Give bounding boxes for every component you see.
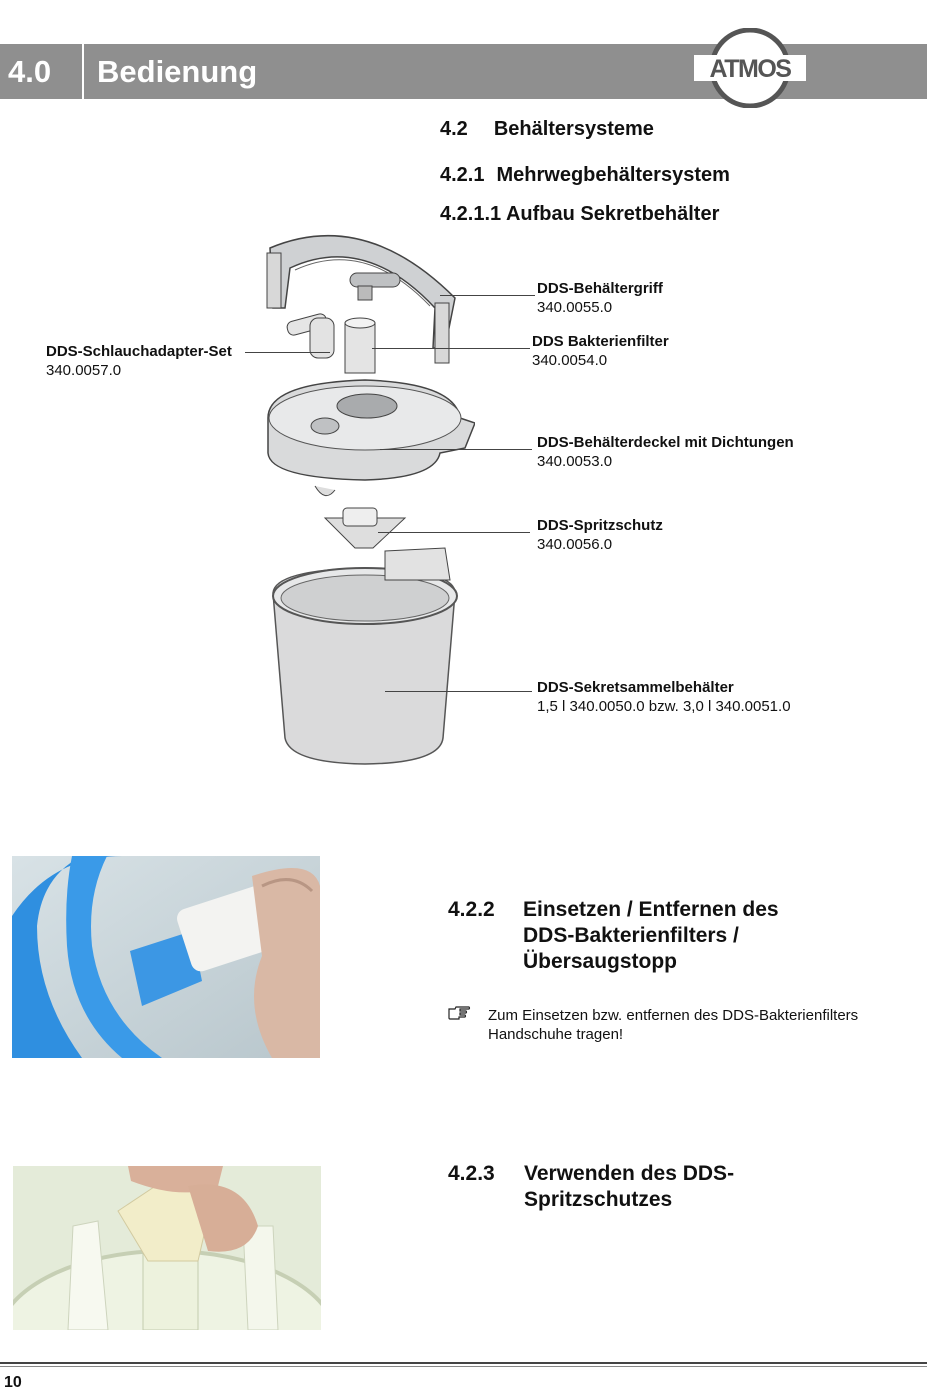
- part-number: 340.0055.0: [537, 299, 613, 316]
- part-number: 340.0056.0: [537, 536, 613, 553]
- part-number: 340.0054.0: [532, 352, 608, 369]
- part-label-filter: [532, 332, 669, 370]
- leader-line: [440, 295, 535, 296]
- part-label-handle: [537, 279, 663, 317]
- heading-4-2-1-1: 4.2.1.1 Aufbau Sekretbehälter: [440, 203, 720, 225]
- leader-line: [372, 348, 530, 349]
- section-number: 4.0: [8, 54, 52, 89]
- photo-filter-insertion: [12, 856, 320, 1058]
- atmos-logo: [694, 28, 806, 108]
- heading-number: 4.2.1: [440, 164, 485, 186]
- section-number-box: [0, 44, 82, 99]
- part-number: 340.0053.0: [537, 453, 613, 470]
- part-name: DDS-Behältergriff: [537, 280, 663, 297]
- part-number: 1,5 l 340.0050.0 bzw. 3,0 l 340.0051.0: [537, 698, 791, 715]
- heading-4-2-1: [440, 164, 730, 187]
- heading-title: Behältersysteme: [493, 118, 654, 140]
- part-number: 340.0057.0: [46, 362, 122, 379]
- part-name: DDS Bakterienfilter: [532, 333, 669, 350]
- part-name: DDS-Spritzschutz: [537, 517, 663, 534]
- heading-line: Verwenden des DDS-: [524, 1162, 735, 1185]
- part-label-collector: [537, 678, 791, 716]
- footer-rule: [0, 1362, 927, 1364]
- leader-line: [378, 532, 530, 533]
- leader-line: [385, 691, 532, 692]
- heading-title: Mehrwegbehältersystem: [496, 164, 730, 186]
- page-number: 10: [4, 1374, 22, 1391]
- heading-4-2-3-title: [524, 1161, 884, 1213]
- exploded-container-diagram: [255, 218, 475, 768]
- heading-4-2-2-title: [523, 897, 883, 975]
- note-line: Handschuhe tragen!: [488, 1026, 624, 1043]
- footer-rule: [0, 1366, 927, 1367]
- heading-line: Spritzschutzes: [524, 1188, 673, 1211]
- logo-text: ATMOS: [709, 55, 791, 83]
- heading-line: Einsetzen / Entfernen des: [523, 898, 779, 921]
- heading-line: Übersaugstopp: [523, 950, 678, 973]
- heading-number: 4.2: [440, 118, 468, 140]
- pointing-hand-icon: [447, 1005, 471, 1021]
- section-title: Bedienung: [97, 54, 258, 89]
- part-name: DDS-Sekretsammelbehälter: [537, 679, 734, 696]
- part-label-lid: [537, 433, 794, 471]
- part-name: DDS-Behälterdeckel mit Dichtungen: [537, 434, 794, 451]
- part-label-tube-adapter: [46, 342, 232, 380]
- heading-4-2-2-number: 4.2.2: [448, 898, 495, 921]
- heading-4-2-3-number: 4.2.3: [448, 1162, 495, 1185]
- note-text: [488, 1006, 858, 1044]
- photo-splash-guard: [13, 1166, 321, 1330]
- part-name: DDS-Schlauchadapter-Set: [46, 343, 232, 360]
- note-line: Zum Einsetzen bzw. entfernen des DDS-Bakterienfilters: [488, 1007, 859, 1024]
- part-label-splash-guard: [537, 516, 663, 554]
- heading-4-2: [440, 118, 654, 141]
- leader-line: [380, 449, 532, 450]
- heading-line: DDS-Bakterienfilters /: [523, 924, 739, 947]
- leader-line: [245, 352, 330, 353]
